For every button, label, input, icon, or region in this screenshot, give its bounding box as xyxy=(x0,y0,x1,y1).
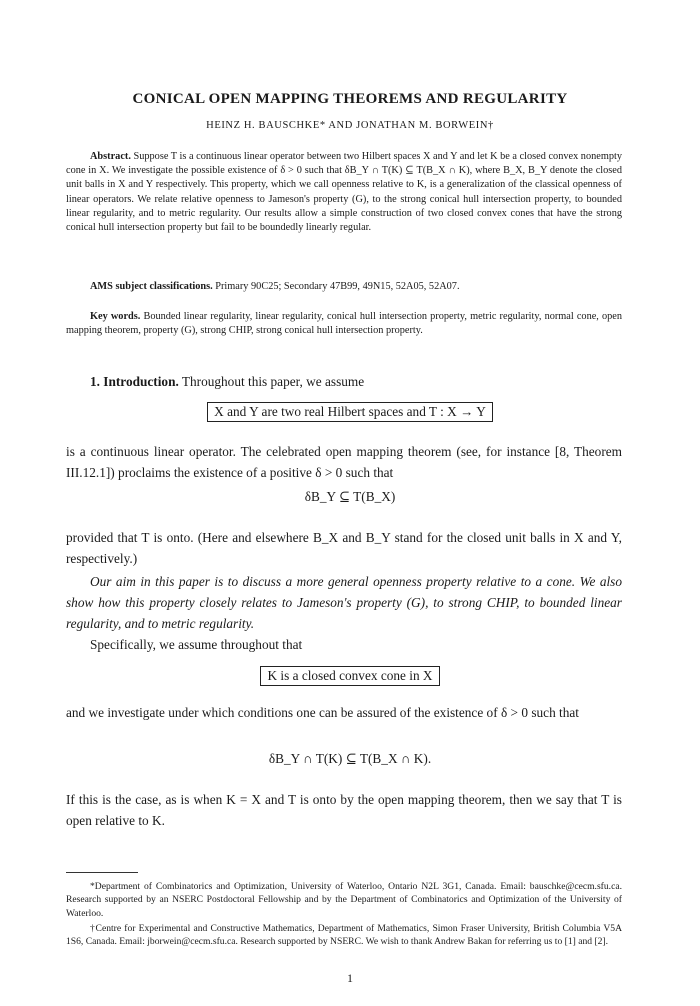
equation-2: δB_Y ∩ T(K) ⊆ T(B_X ∩ K). xyxy=(268,751,432,766)
assumption-box-2-wrap xyxy=(0,666,700,686)
intro-heading-line xyxy=(66,371,622,392)
section-heading: 1. Introduction. xyxy=(90,374,179,389)
intro-paragraph-4: Specifically, we assume throughout that xyxy=(90,637,303,652)
footnote-1: *Department of Combinatorics and Optimization, University of Waterloo, Ontario N2L 3G1, Canada. Email: bauschke@cecm.sfu.ca. Research supported by an NSERC Postdoctoral Fellowship and by the Department of Combinatorics and Optimization of the University of Waterloo. xyxy=(66,881,622,919)
ams-classification xyxy=(66,280,622,294)
ams-text: Primary 90C25; Secondary 47B99, 49N15, 52A05, 52A07. xyxy=(215,281,460,292)
abstract xyxy=(66,150,622,235)
equation-1: δB_Y ⊆ T(B_X) xyxy=(304,489,396,504)
keywords-text: Bounded linear regularity, linear regularity, conical hull intersection property, metric regularity, normal cone, open mapping theorem, property (G), strong CHIP, strong conical hull intersection property. xyxy=(66,311,623,337)
assumption-box-2: K is a closed convex cone in X xyxy=(260,666,439,686)
abstract-label: Abstract. xyxy=(90,151,131,162)
keywords xyxy=(66,310,622,338)
page-number: 1 xyxy=(347,971,353,985)
intro-paragraph-3: Our aim in this paper is to discuss a more general openness property relative to a cone. We also show how this property closely relates to Jameson's property (G), to strong CHIP, to bounded linear regularity, and to metric regularity. xyxy=(66,574,622,631)
intro-paragraph-6: If this is the case, as is when K = X and T is onto by the open mapping theorem, then we say that T is open relative to K. xyxy=(66,792,622,828)
footnote-rule xyxy=(66,872,138,873)
assumption-box-1-wrap xyxy=(0,402,700,422)
abstract-text: Suppose T is a continuous linear operator between two Hilbert spaces X and Y and let K be a closed convex nonempty cone in X. We investigate the possible existence of δ > 0 such that δB_Y ∩ T(K) ⊆ T(B_X ∩ K), where B_X, B_Y denote the closed unit balls in X and Y respectively. This property, which we call openness relative to K, is a generalization of the classical openness of linear operators. We relate relative openness to Jameson's property (G), to the strong conical hull intersection property, to bounded linear regularity, and to metric regularity. Our results allow a simple construction of two closed convex cones that have the strong conical hull intersection property but fail to be boundedly linearly regular. xyxy=(66,151,622,234)
keywords-label: Key words. xyxy=(90,311,141,322)
intro-paragraph-5: and we investigate under which conditions one can be assured of the existence of δ > 0 such that xyxy=(66,705,579,720)
intro-lead: Throughout this paper, we assume xyxy=(181,374,365,389)
intro-paragraph-2: provided that T is onto. (Here and elsewhere B_X and B_Y stand for the closed unit balls in X and Y, respectively.) xyxy=(66,530,622,566)
paper-title: CONICAL OPEN MAPPING THEOREMS AND REGULARITY xyxy=(132,91,568,107)
paper-authors: HEINZ H. BAUSCHKE* AND JONATHAN M. BORWEIN† xyxy=(206,120,494,131)
footnote-2: †Centre for Experimental and Constructive Mathematics, Department of Mathematics, Simon Fraser University, British Columbia V5A 1S6, Canada. Email: jborwein@cecm.sfu.ca. Research supported by NSERC. We wish to thank Andrew Bakan for referring us to [1] and [2]. xyxy=(66,923,622,948)
intro-paragraph-1: is a continuous linear operator. The celebrated open mapping theorem (see, for instance [8, Theorem III.12.1]) proclaims the existence of a positive δ > 0 such that xyxy=(66,444,622,480)
ams-label: AMS subject classifications. xyxy=(90,281,213,292)
assumption-box-1: X and Y are two real Hilbert spaces and T : X → Y xyxy=(207,402,493,422)
